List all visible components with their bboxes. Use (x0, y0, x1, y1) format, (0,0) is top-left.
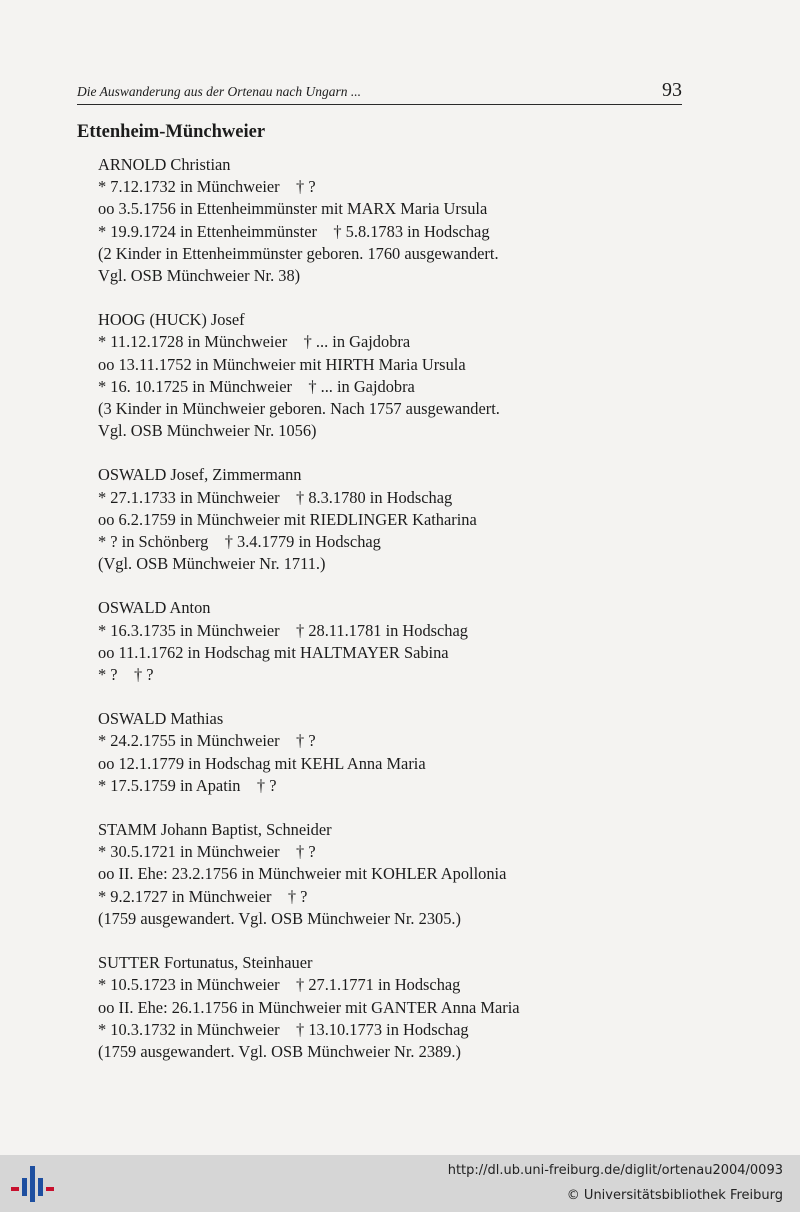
ub-freiburg-logo-icon (10, 1164, 54, 1204)
entry-line: oo 3.5.1756 in Ettenheimmünster mit MARX Maria Ursula (98, 199, 488, 219)
entries-list (98, 154, 698, 1085)
entry-line: * 27.1.1733 in Münchweier † 8.3.1780 in Hodschag (98, 487, 453, 507)
page-number: 93 (662, 79, 682, 101)
entry-line: * 10.5.1723 in Münchweier † 27.1.1771 in Hodschag (98, 975, 461, 995)
entry-line: * 17.5.1759 in Apatin † ? (98, 775, 277, 795)
entry-line: * 11.12.1728 in Münchweier † ... in Gajdobra (98, 332, 411, 352)
entry-line: * ? † ? (98, 665, 154, 685)
entry-line: * 16.3.1735 in Münchweier † 28.11.1781 in Hodschag (98, 620, 468, 640)
entry-name: OSWALD Josef, Zimmermann (98, 465, 302, 485)
entry-line: oo 6.2.1759 in Münchweier mit RIEDLINGER Katharina (98, 509, 477, 529)
entry-line: * 24.2.1755 in Münchweier † ? (98, 731, 316, 751)
genealogy-entry (98, 819, 698, 930)
entry-line: * 30.5.1721 in Münchweier † ? (98, 842, 316, 862)
entry-name: ARNOLD Christian (98, 155, 231, 174)
entry-line: (1759 ausgewandert. Vgl. OSB Münchweier Nr. 2305.) (98, 908, 461, 928)
entry-line: * ? in Schönberg † 3.4.1779 in Hodschag (98, 532, 381, 552)
genealogy-entry (98, 309, 698, 442)
running-title: Die Auswanderung aus der Ortenau nach Ungarn ... (77, 84, 361, 99)
entry-name: HOOG (HUCK) Josef (98, 310, 245, 330)
genealogy-entry (98, 708, 698, 797)
entry-line: oo II. Ehe: 23.2.1756 in Münchweier mit KOHLER Apollonia (98, 864, 507, 884)
entry-line: * 10.3.1732 in Münchweier † 13.10.1773 in Hodschag (98, 1019, 469, 1039)
entry-line: * 7.12.1732 in Münchweier † ? (98, 177, 316, 197)
entry-name: OSWALD Mathias (98, 709, 224, 729)
entry-name: OSWALD Anton (98, 598, 211, 618)
entry-line: oo II. Ehe: 26.1.1756 in Münchweier mit GANTER Anna Maria (98, 997, 520, 1017)
entry-line: Vgl. OSB Münchweier Nr. 1056) (98, 421, 317, 441)
entry-line: oo 11.1.1762 in Hodschag mit HALTMAYER Sabina (98, 642, 449, 662)
genealogy-entry (98, 952, 698, 1063)
entry-line: * 19.9.1724 in Ettenheimmünster † 5.8.1783 in Hodschag (98, 221, 490, 241)
copyright-notice: © Universitätsbibliothek Freiburg (566, 1188, 783, 1203)
entry-line: oo 13.11.1752 in Münchweier mit HIRTH Maria Ursula (98, 354, 466, 374)
genealogy-entry (98, 597, 698, 686)
source-url-link[interactable]: http://dl.ub.uni-freiburg.de/diglit/ortenau2004/0093 (447, 1163, 783, 1178)
entry-line: (1759 ausgewandert. Vgl. OSB Münchweier Nr. 2389.) (98, 1041, 461, 1061)
entry-name: SUTTER Fortunatus, Steinhauer (98, 953, 313, 973)
entry-name: STAMM Johann Baptist, Schneider (98, 820, 332, 840)
entry-line: (Vgl. OSB Münchweier Nr. 1711.) (98, 554, 326, 574)
entry-line: (2 Kinder in Ettenheimmünster geboren. 1760 ausgewandert. (98, 243, 499, 263)
genealogy-entry (98, 464, 698, 575)
genealogy-entry (98, 154, 698, 287)
entry-line: oo 12.1.1779 in Hodschag mit KEHL Anna Maria (98, 753, 426, 773)
entry-line: Vgl. OSB Münchweier Nr. 38) (98, 266, 301, 286)
entry-line: * 16. 10.1725 in Münchweier † ... in Gajdobra (98, 376, 415, 396)
entry-line: (3 Kinder in Münchweier geboren. Nach 1757 ausgewandert. (98, 399, 500, 419)
entry-line: * 9.2.1727 in Münchweier † ? (98, 886, 308, 906)
footer-bar (0, 1155, 800, 1212)
section-title: Ettenheim-Münchweier (77, 122, 266, 142)
page-header (77, 78, 682, 105)
